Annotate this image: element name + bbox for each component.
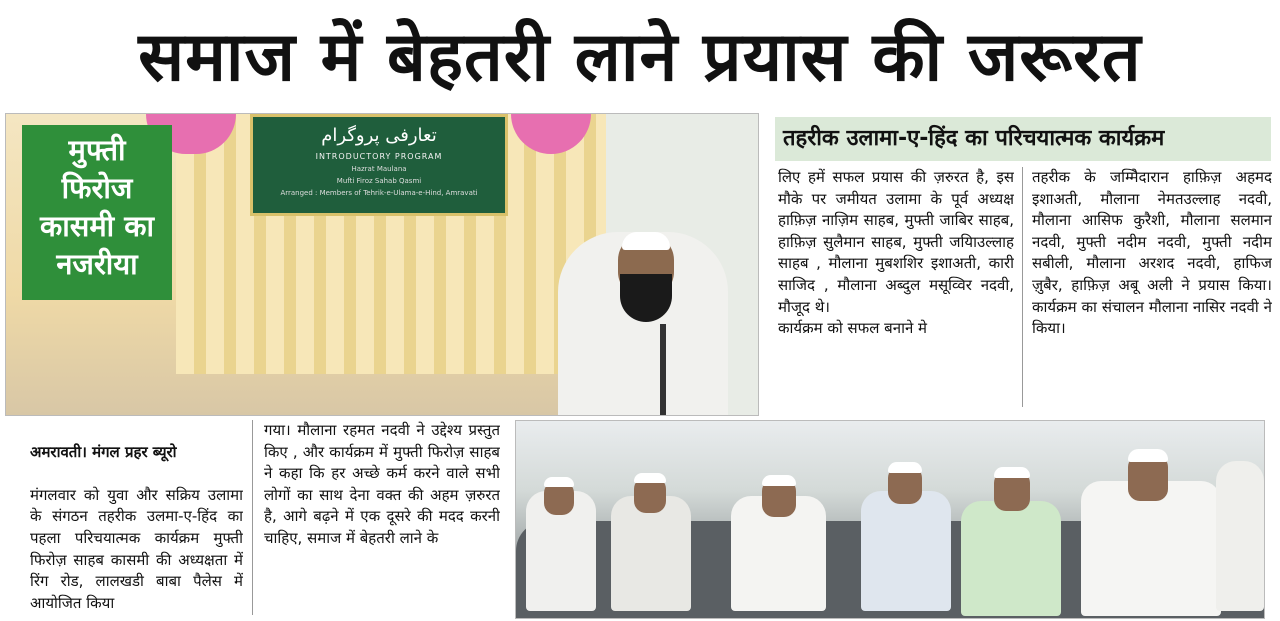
banner-footer: Arranged : Members of Tehrik-e-Ulama-e-Hind, Amravati — [280, 189, 478, 197]
article-column-1: लिए हमें सफल प्रयास की ज़रुरत है, इस मौके पर जमीयत उलामा के पूर्व अध्यक्ष हाफ़िज़ नाज़िम साहब, मुफ्ती जाबिर साहब, हाफ़िज़ सुलैमान साहब, मुफ्ती जयिाउल्लाह साहब , मौलाना मुबशशिर इशाअती, कारी साजिद , मौलाना अब्दुल मसूव्विर नदवी, मौजूद थे। कार्यक्रम को सफल बनाने मे — [778, 168, 1014, 338]
speaker-cap — [622, 232, 670, 250]
dateline: अमरावती। मंगल प्रहर ब्यूरो — [30, 442, 177, 461]
callout-line-4: नजरीया — [56, 247, 138, 281]
microphone-stand — [660, 324, 666, 416]
article-column-3-text: मंगलवार को युवा और सक्रिय उलामा के संगठन तहरीक उलमा-ए-हिंद का पहला परिचयात्मक कार्यक्रम मुफ्ती फिरोज़ साहब कासमी की अध्यक्षता में रिंग रोड, लालखडी बाबा पैलेस में आयोजित किया — [30, 485, 243, 612]
audience-cap — [544, 477, 574, 487]
callout-box — [22, 125, 172, 300]
article-column-2: तहरीक के जम्मिेदारान हाफ़िज़ अहमद इशाअती, मौलाना नेमतउल्लाह नदवी, मौलाना आसिफ कुरैशी, मौलाना सलमान नदवी, मुफ्ती नदीम नदवी, मुफ्ती नदीम सबीली, मौलाना अरशद नदवी, हाफिज ज़ुबैर, हाफ़िज़ अबू अली ने प्रयास किया। कार्यक्रम का संचालन मौलाना नासिर नदवी ने किया। — [1032, 168, 1272, 338]
audience-person — [961, 501, 1061, 616]
audience-cap — [762, 475, 796, 486]
banner-line-2: Mufti Firoz Sahab Qasmi — [336, 177, 422, 185]
audience-person — [1081, 481, 1221, 616]
column-divider — [252, 420, 253, 615]
audience-photo — [515, 420, 1265, 619]
banner-english-title: INTRODUCTORY PROGRAM — [315, 152, 443, 161]
audience-cap — [634, 473, 666, 483]
article-column-4: गया। मौलाना रहमत नदवी ने उद्देश्य प्रस्तुत किए , और कार्यक्रम में मुफ्ती फिरोज़ साहब ने कहा कि हर अच्छे कर्म करने वाले सभी लोगों का साथ देना वक्त की अहम ज़रुरत है, आगे बढ़ने में एक दूसरे की मदद करनी चाहिए, समाज में बेहतरी लाने के — [264, 421, 500, 547]
audience-cap — [888, 462, 922, 473]
column-divider — [1022, 167, 1023, 407]
headline: समाज में बेहतरी लाने प्रयास की जरूरत — [138, 18, 1142, 97]
sub-headline: तहरीक उलामा-ए-हिंद का परिचयात्मक कार्यक्रम — [775, 117, 1271, 161]
audience-person — [611, 496, 691, 611]
banner-urdu-title: تعارفی پروگرام — [321, 125, 437, 146]
callout-line-1: मुफ्ती — [68, 133, 126, 167]
audience-person — [861, 491, 951, 611]
callout-line-3: कासमी का — [39, 209, 155, 243]
audience-cap — [1128, 449, 1168, 462]
callout-line-2: फिरोज — [61, 171, 133, 205]
article-column-3 — [30, 420, 243, 620]
banner-line-1: Hazrat Maulana — [351, 165, 407, 173]
audience-cap — [994, 467, 1030, 478]
audience-person — [1216, 461, 1264, 611]
program-banner — [250, 114, 508, 216]
